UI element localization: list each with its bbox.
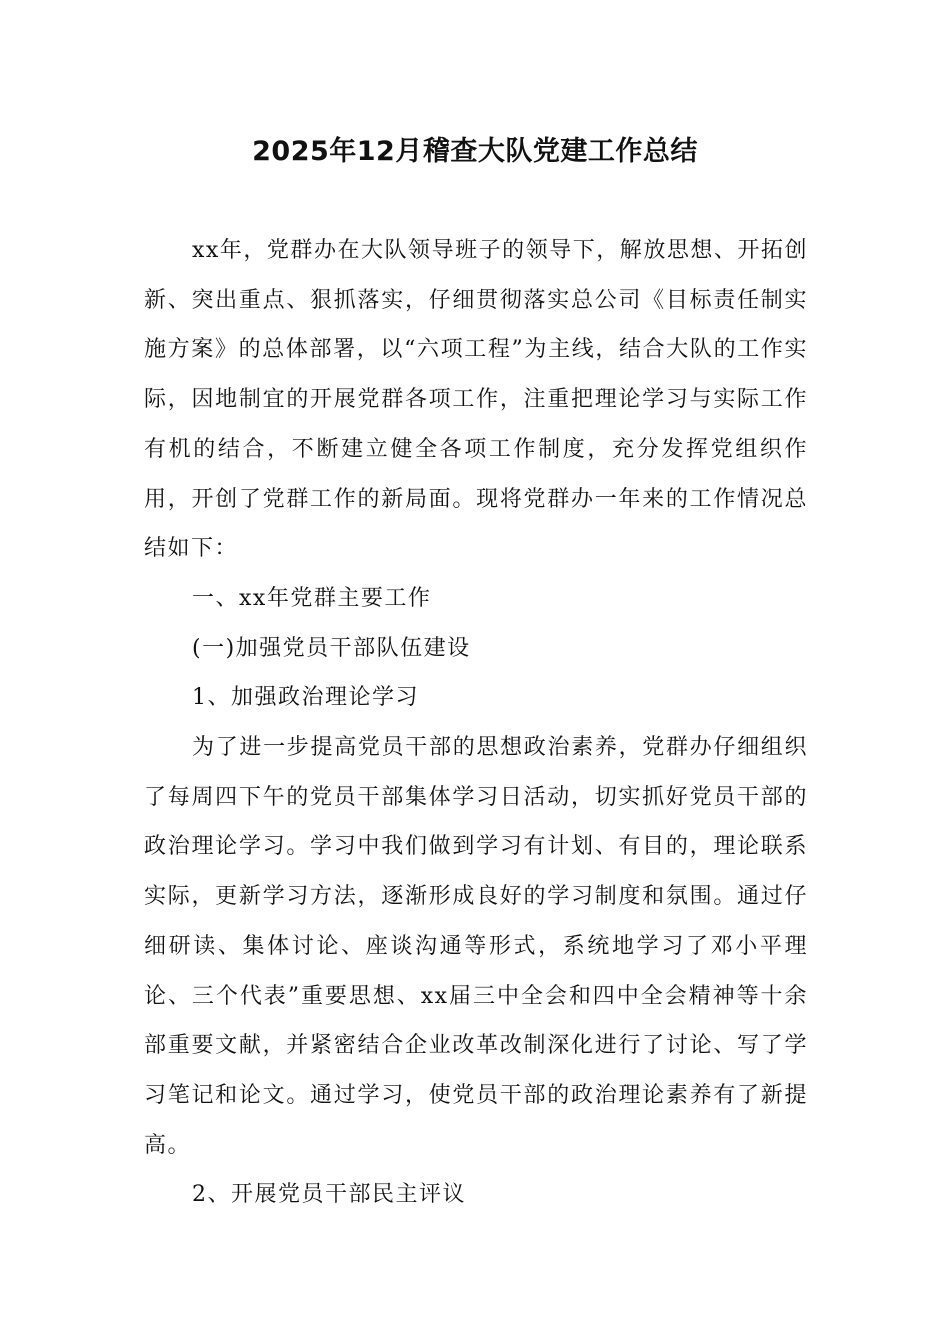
document-title: 2025年12月稽查大队党建工作总结 <box>252 136 698 167</box>
subsection-heading-1: (一)加强党员干部队伍建设 <box>192 635 471 661</box>
document-body <box>144 226 808 1220</box>
intro-paragraph: xx年，党群办在大队领导班子的领导下，解放思想、开拓创新、突出重点、狠抓落实，仔细贯彻落实总公司《目标责任制实施方案》的总体部署，以“六项工程”为主线，结合大队的工作实际，因地制宜的开展党群各项工作，注重把理论学习与实际工作有机的结合，不断建立健全各项工作制度，充分发挥党组织作用，开创了党群工作的新局面。现将党群办一年来的工作情况总结如下： <box>144 238 808 562</box>
item-heading-2: 2、开展党员干部民主评议 <box>192 1182 466 1208</box>
section-heading-1: 一、xx年党群主要工作 <box>192 585 432 611</box>
study-paragraph: 为了进一步提高党员干部的思想政治素养，党群办仔细组织了每周四下午的党员干部集体学习日活动，切实抓好党员干部的政治理论学习。学习中我们做到学习有计划、有目的，理论联系实际，更新学习方法，逐渐形成良好的学习制度和氛围。通过仔细研读、集体讨论、座谈沟通等形式，系统地学习了邓小平理论、三个代表”重要思想、xx届三中全会和四中全会精神等十余部重要文献，并紧密结合企业改革改制深化进行了讨论、写了学习笔记和论文。通过学习，使党员干部的政治理论素养有了新提高。 <box>144 735 808 1158</box>
item-heading-1: 1、加强政治理论学习 <box>192 685 419 711</box>
